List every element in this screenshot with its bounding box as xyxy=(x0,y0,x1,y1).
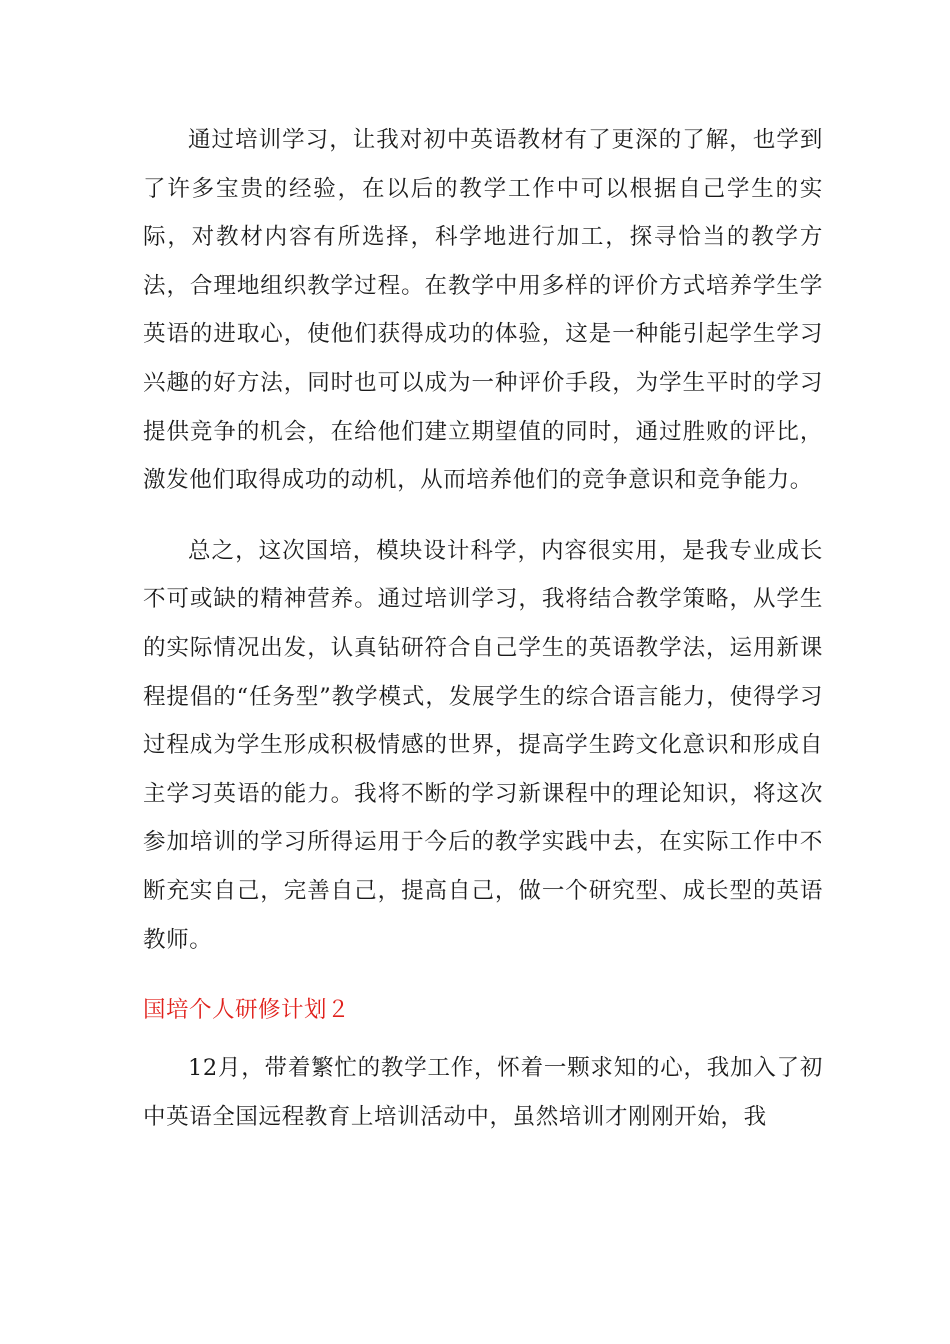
paragraph-training-reflection: 通过培训学习，让我对初中英语教材有了更深的了解，也学到了许多宝贵的经验，在以后的教学工作中可以根据自己学生的实际，对教材内容有所选择，科学地进行加工，探寻恰当的教学方法，合理地组织教学过程。在教学中用多样的评价方式培养学生学英语的进取心，使他们获得成功的体验，这是一种能引起学生学习兴趣的好方法，同时也可以成为一种评价手段，为学生平时的学习提供竞争的机会，在给他们建立期望值的同时，通过胜败的评比，激发他们取得成功的动机，从而培养他们的竞争意识和竞争能力。 xyxy=(143,127,823,494)
paragraph-conclusion: 总之，这次国培，模块设计科学，内容很实用，是我专业成长不可或缺的精神营养。通过培训学习，我将结合教学策略，从学生的实际情况出发，认真钻研符合自己学生的英语教学法，运用新课程提倡的“任务型”教学模式，发展学生的综合语言能力，使得学习过程成为学生形成积极情感的世界，提高学生跨文化意识和形成自主学习英语的能力。我将不断的学习新课程中的理论知识，将这次参加培训的学习所得运用于今后的教学实践中去，在实际工作中不断充实自己，完善自己，提高自己，做一个研究型、成长型的英语教师。 xyxy=(143,537,823,953)
document-body xyxy=(143,116,823,1141)
section-heading: 国培个人研修计划２ xyxy=(143,997,351,1024)
paragraph-section-intro: 12月，带着繁忙的教学工作，怀着一颗求知的心，我加入了初中英语全国远程教育上培训活动中，虽然培训才刚刚开始，我 xyxy=(143,1055,823,1130)
